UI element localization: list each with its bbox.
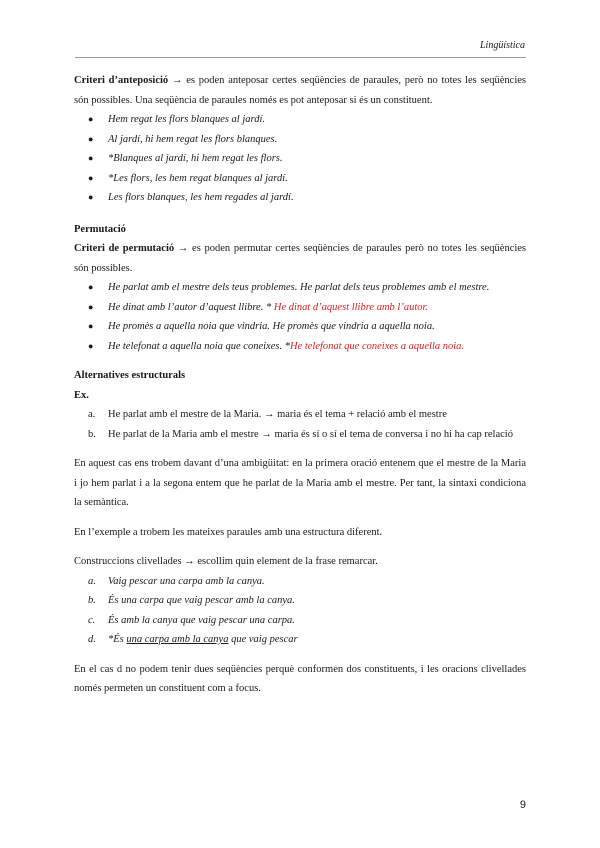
permutacio-examples [74, 278, 526, 356]
list-item: ● He telefonat a aquella noia que coneixes. *He telefonat que coneixes a aquella noia. [74, 337, 526, 357]
page-number: 9 [519, 799, 526, 811]
anteposicio-definition: es poden anteposar certes seqüències de paraules, però no totes les seqüències són possibles. Una seqüència de paraules només es pot anteposar si és un constituent. [74, 75, 526, 106]
clefts-paragraph: Construccions clivellades → escollim quin element de la frase remarcar. [74, 556, 378, 567]
bullet-icon: ● [88, 133, 94, 144]
running-header: Lingüística [479, 40, 525, 51]
bullet-icon: ● [88, 301, 94, 312]
ungrammatical-example: He telefonat que coneixes a aquella noia. [289, 340, 465, 352]
permutacio-definition: es poden permutar certes seqüències de paraules però no totes les seqüències són possibles. [74, 243, 527, 274]
example-a-paragraph: En l’exemple a trobem les mateixes paraules amb una estructura diferent. [74, 526, 383, 538]
bullet-icon: ● [88, 114, 94, 124]
list-item: a. He parlat amb el mestre de la Maria. → maria és el tema + relació amb el mestre [74, 405, 526, 425]
list-item: b. És una carpa que vaig pescar amb la canya. [74, 591, 526, 611]
anteposicio-examples [74, 110, 526, 208]
permutacio-paragraph [74, 239, 526, 278]
bullet-icon: ● [88, 282, 94, 292]
list-item: ● *Blanques al jardí, hi hem regat les flors. [74, 149, 526, 169]
list-item: ● Hem regat les flors blanques al jardí. [74, 110, 526, 130]
section-heading-permutacio: Permutació [74, 223, 126, 235]
bullet-icon: ● [88, 172, 94, 183]
list-item: a. Vaig pescar una carpa amb la canya. [74, 572, 526, 592]
section-heading-alternatives: Alternatives estructurals [74, 370, 186, 381]
arrow-icon: → [177, 243, 189, 254]
list-marker: d. [88, 634, 96, 645]
bullet-icon: ● [88, 153, 94, 163]
ungrammatical-example: He dinat d’aquest llibre amb l’autor. [273, 301, 429, 313]
arrow-icon: → [171, 75, 183, 86]
list-marker: b. [88, 428, 96, 440]
cleft-examples [74, 572, 526, 650]
anteposicio-paragraph [74, 71, 526, 110]
alternatives-examples [74, 405, 526, 444]
conclusion-paragraph: En el cas d no podem tenir dues seqüències perquè conformen dos constituents, i les oracions clivellades només permeten un constituent com a focus. [74, 663, 526, 694]
page-body [74, 71, 526, 699]
permutacio-term: Criteri de permutació [74, 243, 175, 254]
bullet-icon: ● [88, 192, 94, 202]
header-divider [75, 57, 526, 58]
bullet-icon: ● [88, 321, 94, 331]
list-marker: b. [88, 595, 96, 606]
list-marker: c. [88, 614, 96, 626]
list-item: ● He promès a aquella noia que vindria. He promès que vindria a aquella noia. [74, 317, 526, 337]
list-item: ● *Les flors, les hem regat blanques al jardí. [74, 169, 526, 189]
list-marker: a. [88, 575, 96, 587]
list-item: ● Les flors blanques, les hem regades al jardí. [74, 188, 526, 208]
list-item: ● Al jardí, hi hem regat les flors blanques. [74, 130, 526, 150]
bullet-icon: ● [88, 340, 94, 351]
list-item: ● He dinat amb l’autor d’aquest llibre. * He dinat d’aquest llibre amb l’autor. [74, 298, 526, 318]
list-item: c. És amb la canya que vaig pescar una carpa. [74, 611, 526, 631]
list-item: b. He parlat de la Maria amb el mestre → maria és sí o sí el tema de conversa i no hi ha cap relació [74, 425, 526, 445]
example-label: Ex. [74, 389, 89, 401]
list-item: ● He parlat amb el mestre dels teus problemes. He parlat dels teus problemes amb el mestre. [74, 278, 526, 298]
list-item: d. *És una carpa amb la canya que vaig pescar [74, 630, 526, 650]
anteposicio-term: Criteri d’anteposició [74, 75, 169, 86]
list-marker: a. [88, 409, 96, 420]
ambiguity-paragraph: En aquest cas ens trobem davant d’una ambigüitat: en la primera oració entenem que el mestre de la Maria i jo hem parlat i a la segona entem que he parlat de la Maria amb el mestre. Per tant, la sintaxi condiciona la semàntica. [74, 458, 526, 508]
underlined-constituent: una carpa amb la canya [126, 634, 229, 645]
